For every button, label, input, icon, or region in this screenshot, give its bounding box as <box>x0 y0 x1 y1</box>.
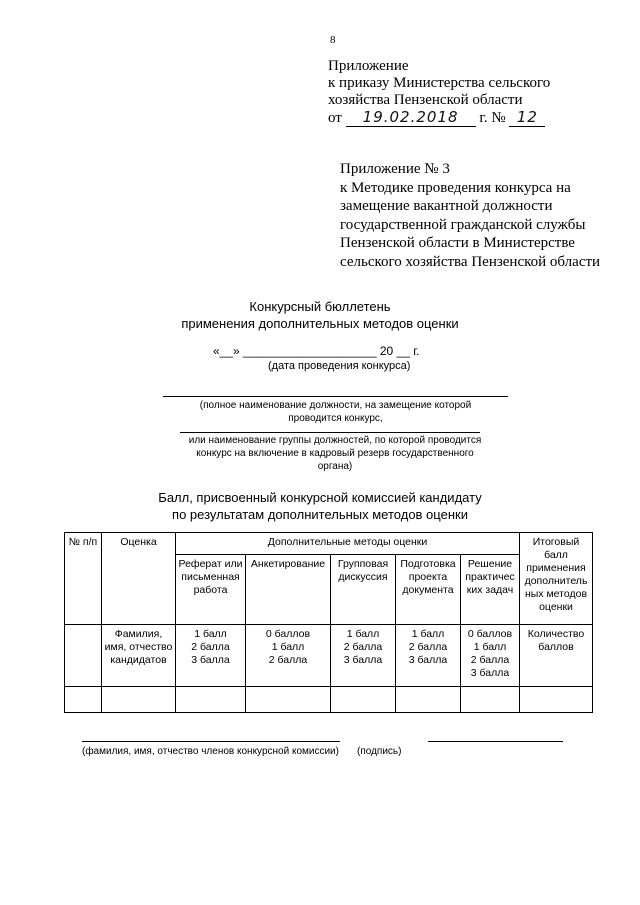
cell-scores <box>461 625 520 687</box>
score-value: 2 балла <box>408 641 448 653</box>
appendix-order-line: Приложение <box>328 58 409 74</box>
group-caption-line: органа) <box>317 461 353 472</box>
handwritten-date: 19.02.2018 <box>346 109 476 127</box>
cell-empty <box>396 687 461 713</box>
score-value: 3 балла <box>408 654 448 666</box>
score-value: 1 балл <box>271 641 305 653</box>
group-caption-line: или наименование группы должностей, по которой проводится <box>188 435 482 446</box>
cell-row-label: Фамилия, имя, отчество кандидатов <box>102 625 176 687</box>
contest-date-caption: (дата проведения конкурса) <box>268 360 411 372</box>
cell-scores <box>246 625 331 687</box>
cell-scores <box>331 625 396 687</box>
appendix-method-line: к Методике проведения конкурса на <box>340 179 571 196</box>
ballot-title-line: Конкурсный бюллетень <box>249 299 391 314</box>
appendix-method-line: сельского хозяйства Пензенской области <box>340 253 601 270</box>
cell-empty <box>176 687 246 713</box>
score-value: 3 балла <box>470 667 510 679</box>
score-heading-line: Балл, присвоенный конкурсной комиссией кандидату <box>158 490 482 505</box>
cell-empty <box>246 687 331 713</box>
col-header-assessment: Оценка <box>102 533 176 625</box>
table-row <box>65 625 593 687</box>
name-signature-caption: (фамилия, имя, отчество членов конкурсной комиссии) <box>82 746 339 757</box>
ballot-title-line: применения дополнительных методов оценки <box>181 316 459 331</box>
score-value: 3 балла <box>343 654 383 666</box>
score-value: 2 балла <box>268 654 308 666</box>
appendix-method-line: замещение вакантной должности <box>340 198 553 214</box>
appendix-order-block <box>328 58 550 127</box>
cell-empty <box>331 687 396 713</box>
score-value: 2 балла <box>191 641 230 653</box>
cell-scores <box>396 625 461 687</box>
score-value: 1 балл <box>473 641 507 653</box>
group-underline <box>180 432 480 433</box>
signature-line <box>428 741 563 742</box>
appendix-order-line: хозяйства Пензенской области <box>328 92 523 108</box>
score-value: 1 балл <box>194 628 227 640</box>
date-prefix: от <box>328 110 342 126</box>
signature-caption: (подпись) <box>357 746 402 757</box>
method-header: Решение практичес ких задач <box>461 555 520 625</box>
score-heading <box>0 489 640 523</box>
appendix-order-date-line <box>328 109 550 127</box>
name-signature-line <box>82 741 340 742</box>
col-header-total: Итоговый балл применения дополнитель ных методов оценки <box>520 533 593 625</box>
score-value: 1 балл <box>346 628 380 640</box>
col-header-number: № п/п <box>65 533 102 625</box>
number-prefix: г. № <box>479 110 506 126</box>
position-caption-line: проводится конкурс, <box>288 413 383 424</box>
table-row-empty <box>65 687 593 713</box>
score-value: 0 баллов <box>265 628 311 640</box>
cell-number <box>65 625 102 687</box>
col-header-methods-group: Дополнительные методы оценки <box>176 533 520 555</box>
group-caption-line: конкурс на включение в кадровый резерв государственного <box>196 448 474 459</box>
appendix-method-line: Приложение № 3 <box>340 161 450 177</box>
score-value: 3 балла <box>191 654 230 666</box>
cell-scores <box>176 625 246 687</box>
position-underline <box>163 396 508 397</box>
method-header: Групповая дискуссия <box>331 555 396 625</box>
page-number: 8 <box>330 34 336 46</box>
cell-total: Количество баллов <box>520 625 593 687</box>
appendix-method-line: Пензенской области в Министерстве <box>340 235 575 251</box>
cell-empty <box>65 687 102 713</box>
method-header: Анкетирование <box>246 555 331 625</box>
appendix-method-line: государственной гражданской службы <box>340 216 586 233</box>
ballot-title <box>0 298 640 332</box>
cell-empty <box>102 687 176 713</box>
handwritten-number: 12 <box>509 109 545 127</box>
method-header: Подготовка проекта документа <box>396 555 461 625</box>
score-value: 0 баллов <box>467 628 513 640</box>
score-value: 2 балла <box>343 641 383 653</box>
scores-table <box>64 532 593 713</box>
method-header: Реферат или письменная работа <box>176 555 246 625</box>
appendix-order-line: к приказу Министерства сельского <box>328 75 551 91</box>
contest-date-line: «__» ____________________ 20 __ г. <box>213 344 420 358</box>
position-caption-line: (полное наименование должности, на замещение которой <box>199 400 472 411</box>
cell-empty <box>520 687 593 713</box>
group-caption <box>140 434 530 473</box>
cell-empty <box>461 687 520 713</box>
appendix-method-block <box>340 160 600 271</box>
score-heading-line: по результатам дополнительных методов оценки <box>172 507 468 522</box>
score-value: 2 балла <box>470 654 510 666</box>
score-value: 1 балл <box>411 628 445 640</box>
position-caption <box>163 399 508 425</box>
